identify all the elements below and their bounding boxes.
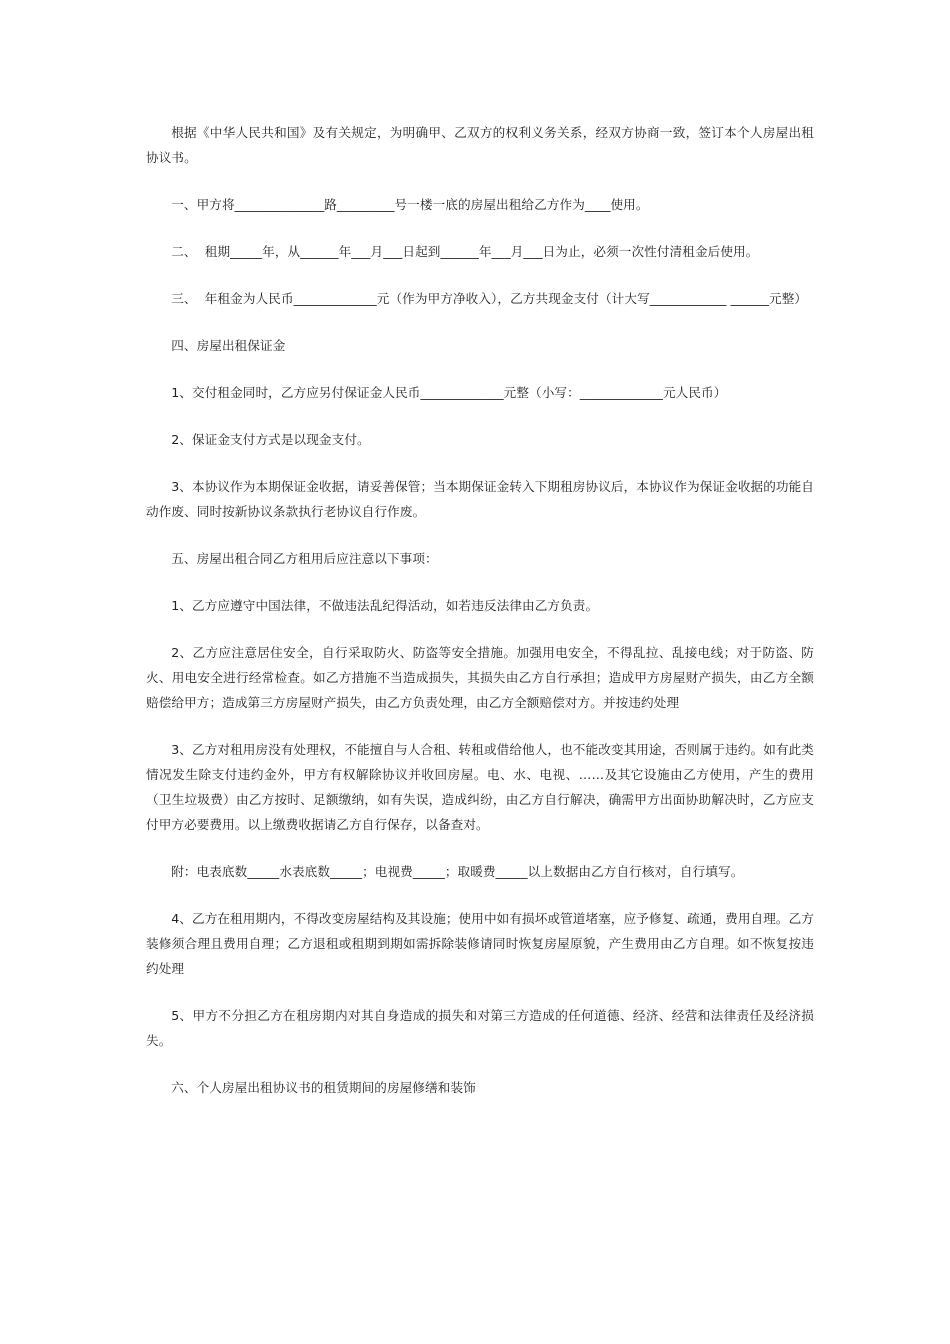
document-body [146,120,814,1122]
clause-3-rent: 三、 年租金为人民币_____________元（作为甲方净收入），乙方共现金支付（计大写____________ ______元整） [171,291,808,306]
clause-4-item-1: 1、交付租金同时，乙方应另付保证金人民币_____________元整（小写：_____________元人民币） [171,385,727,400]
clause-5-heading: 五、房屋出租合同乙方租用后应注意以下事项： [171,551,438,566]
appendix-meter-readings: 附：电表底数_____水表底数_____；电视费_____；取暖费_____以上数据由乙方自行核对，自行填写。 [171,864,744,879]
clause-5-item-4: 4、乙方在租用期内，不得改变房屋结构及其设施；使用中如有损坏或管道堵塞，应予修复、疏通，费用自理。乙方装修须合理且费用自理；乙方退租或租期到期如需拆除装修请同时恢复房屋原貌，产生费用由乙方自理。如不恢复按违约处理 [146,911,814,976]
clause-4-item-3: 3、本协议作为本期保证金收据，请妥善保管；当本期保证金转入下期租房协议后，本协议作为保证金收据的功能自动作废、同时按新协议条款执行老协议自行作废。 [146,479,814,519]
clause-4-heading: 四、房屋出租保证金 [171,338,286,353]
clause-5-item-2: 2、乙方应注意居住安全，自行采取防火、防盗等安全措施。加强用电安全，不得乱拉、乱接电线；对于防盗、防火、用电安全进行经常检查。如乙方措施不当造成损失，其损失由乙方自行承担；造成甲方房屋财产损失，由乙方全额赔偿给甲方；造成第三方房屋财产损失，由乙方负责处理，由乙方全额赔偿对方。并按违约处理 [146,645,814,710]
clause-5-item-3: 3、乙方对租用房没有处理权，不能擅自与人合租、转租或借给他人，也不能改变其用途，否则属于违约。如有此类情况发生除支付违约金外，甲方有权解除协议并收回房屋。电、水、电视、……及其它设施由乙方使用，产生的费用（卫生垃圾费）由乙方按时、足额缴纳，如有失误，造成纠纷，由乙方自行解决，确需甲方出面协助解决时，乙方应支付甲方必要费用。以上缴费收据请乙方自行保存，以备查对。 [146,742,814,832]
clause-5-item-5: 5、甲方不分担乙方在租房期内对其自身造成的损失和对第三方造成的任何道德、经济、经营和法律责任及经济损失。 [146,1008,814,1048]
clause-5-item-1: 1、乙方应遵守中国法律，不做违法乱纪得活动，如若违反法律由乙方负责。 [171,598,599,613]
clause-6-heading: 六、个人房屋出租协议书的租赁期间的房屋修缮和装饰 [171,1080,476,1095]
paragraph-preamble: 根据《中华人民共和国》及有关规定，为明确甲、乙双方的权利义务关系，经双方协商一致，签订本个人房屋出租协议书。 [146,125,814,165]
clause-4-item-2: 2、保证金支付方式是以现金支付。 [171,432,370,447]
clause-2-term: 二、 租期_____年，从______年___月___日起到______年___月___日为止，必须一次性付清租金后使用。 [171,244,759,259]
clause-1-premises: 一、甲方将______________路_________号一楼一底的房屋出租给乙方作为____使用。 [171,197,649,212]
